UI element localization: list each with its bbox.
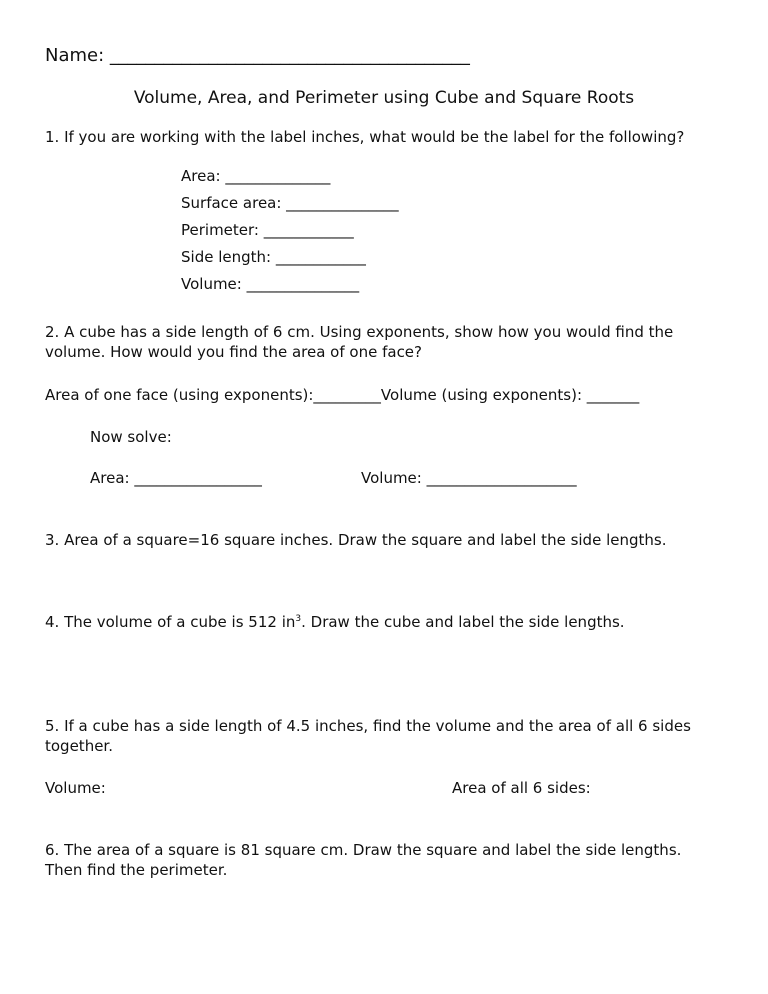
q1-surface-area-item: Surface area: _______________ bbox=[181, 194, 399, 212]
q2-now-solve: Now solve: bbox=[90, 428, 172, 446]
question-2-prompt: 2. A cube has a side length of 6 cm. Using exponents, show how you would find the volume. How would you find the area of one face? bbox=[45, 323, 674, 361]
q1-side-length-item: Side length: ____________ bbox=[181, 248, 366, 266]
q5-area-label: Area of all 6 sides: bbox=[452, 779, 591, 797]
q4-prompt-start: 4. The volume of a cube is 512 in bbox=[45, 613, 296, 631]
question-3-prompt: 3. Area of a square=16 square inches. Draw the square and label the side lengths. bbox=[45, 531, 667, 549]
q2-exponent-line: Area of one face (using exponents):_________Volume (using exponents): _______ bbox=[45, 386, 640, 404]
question-4-prompt bbox=[45, 612, 625, 632]
question-6-prompt: 6. The area of a square is 81 square cm. Draw the square and label the side lengths. Then find the perimeter. bbox=[45, 841, 682, 879]
q5-volume-label: Volume: bbox=[45, 779, 106, 797]
q1-perimeter-item: Perimeter: ____________ bbox=[181, 221, 354, 239]
question-1-prompt: 1. If you are working with the label inches, what would be the label for the following? bbox=[45, 128, 685, 146]
q2-volume-answer: Volume: ____________________ bbox=[361, 469, 577, 487]
q1-volume-item: Volume: _______________ bbox=[181, 275, 360, 293]
name-field-label: Name: ________________________________________ bbox=[45, 45, 470, 66]
q4-exponent: 3 bbox=[295, 614, 302, 624]
q4-prompt-end: . Draw the cube and label the side lengths. bbox=[301, 613, 625, 631]
question-5-prompt: 5. If a cube has a side length of 4.5 inches, find the volume and the area of all 6 sides together. bbox=[45, 717, 691, 755]
worksheet-title: Volume, Area, and Perimeter using Cube and Square Roots bbox=[133, 88, 635, 108]
q2-area-answer: Area: _________________ bbox=[90, 469, 262, 487]
q1-area-item: Area: ______________ bbox=[181, 167, 331, 185]
